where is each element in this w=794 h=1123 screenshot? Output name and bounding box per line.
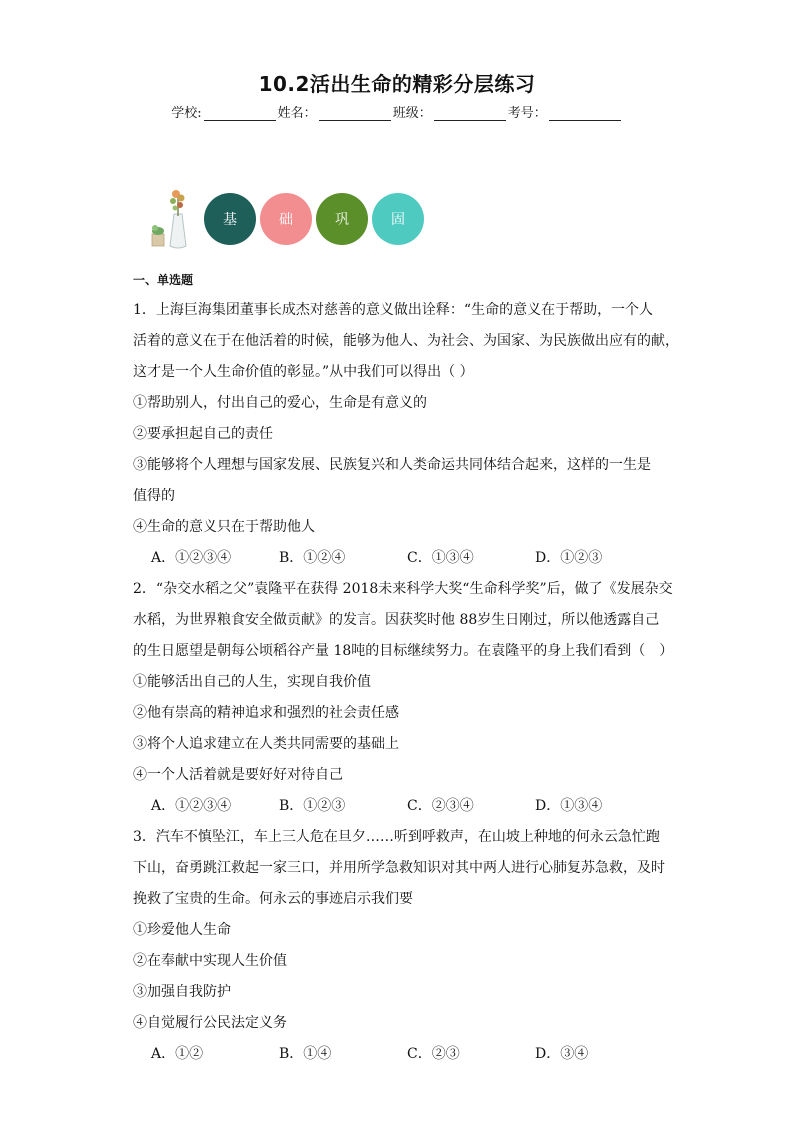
option-c[interactable]: C．②③④ (407, 798, 474, 814)
question-line: 下山，奋勇跳江救起一家三口，并用所学急救知识对其中两人进行心肺复苏急救，及时 (133, 860, 665, 876)
question-line: 水稻，为世界粮食安全做贡献》的发言。因获奖时他 88岁生日刚过，所以他透露自己 (133, 612, 660, 628)
statement-line: ②在奉献中实现人生价值 (133, 953, 287, 969)
answer-options (133, 1039, 663, 1070)
statement-line: ②要承担起自己的责任 (133, 426, 273, 442)
class-label: 班级： (392, 106, 432, 121)
class-blank (434, 106, 506, 121)
statement-line: ④生命的意义只在于帮助他人 (133, 519, 315, 535)
page-title: 10.2活出生命的精彩分层练习 (258, 72, 536, 96)
statement-line: 值得的 (133, 488, 175, 504)
answer-options (133, 791, 663, 822)
question-3 (133, 822, 663, 1070)
exam-number-label: 考号： (507, 106, 547, 121)
question-line: 活着的意义在于在他活着的时候，能够为他人、为社会、为国家、为民族做出应有的献， (133, 333, 679, 349)
statement-line: ④一个人活着就是要好好对待自己 (133, 767, 343, 783)
statement-line: ③将个人追求建立在人类共同需要的基础上 (133, 736, 399, 752)
question-2 (133, 574, 674, 822)
question-line: 的生日愿望是朝每公顷稻谷产量 18吨的目标继续努力。在袁隆平的身上我们看到（ ） (133, 643, 674, 659)
question-line: 3．汽车不慎坠江，车上三人危在旦夕……听到呼救声，在山坡上种地的何永云急忙跑 (133, 829, 660, 845)
statement-line: ①能够活出自己的人生，实现自我价值 (133, 674, 371, 690)
name-blank (319, 106, 391, 121)
option-d[interactable]: D．①②③ (535, 550, 603, 566)
option-d[interactable]: D．①③④ (535, 798, 603, 814)
option-b[interactable]: B．①④ (279, 1046, 332, 1062)
answer-options (133, 543, 663, 574)
question-1 (133, 295, 679, 574)
option-a[interactable]: A．①②③④ (151, 798, 232, 814)
question-line: 2．“杂交水稻之父”袁隆平在获得 2018未来科学大奖“生命科学奖”后，做了《发展杂交 (133, 581, 673, 597)
school-label: 学校: (171, 106, 202, 121)
option-b[interactable]: B．①②④ (279, 550, 346, 566)
questions-container (133, 295, 679, 1070)
option-b[interactable]: B．①②③ (279, 798, 346, 814)
class-field (393, 102, 508, 121)
banner-circle-ji: 基 (204, 193, 256, 245)
option-a[interactable]: A．①②③④ (151, 550, 232, 566)
statement-line: ①帮助别人，付出自己的爱心，生命是有意义的 (133, 395, 427, 411)
banner-circle-gu: 固 (372, 193, 424, 245)
option-a[interactable]: A．①② (151, 1046, 204, 1062)
banner-circle-chu: 础 (260, 193, 312, 245)
statement-line: ③能够将个人理想与国家发展、民族复兴和人类命运共同体结合起来，这样的一生是 (133, 457, 651, 473)
statement-line: ②他有崇高的精神追求和强烈的社会责任感 (133, 705, 399, 721)
potted-plant-icon (148, 186, 198, 252)
section-heading: 一、单选题 (133, 273, 194, 287)
school-field (171, 102, 277, 121)
question-line: 挽救了宝贵的生命。何永云的事迹启示我们要 (133, 891, 413, 907)
statement-line: ①珍爱他人生命 (133, 922, 231, 938)
statement-line: ③加强自我防护 (133, 984, 231, 1000)
section-banner (148, 186, 428, 252)
exam-number-blank (549, 106, 621, 121)
school-blank (204, 106, 276, 121)
option-c[interactable]: C．②③ (407, 1046, 460, 1062)
name-label: 姓名： (277, 106, 317, 121)
statement-line: ④自觉履行公民法定义务 (133, 1015, 287, 1031)
option-d[interactable]: D．③④ (535, 1046, 589, 1062)
name-field (278, 102, 393, 121)
question-line: 1．上海巨海集团董事长成杰对慈善的意义做出诠释：“生命的意义在于帮助，一个人 (133, 302, 654, 318)
exam-number-field (508, 102, 623, 121)
banner-circle-gong: 巩 (316, 193, 368, 245)
question-line: 这才是一个人生命价值的彰显。”从中我们可以得出（ ） (133, 364, 474, 380)
option-c[interactable]: C．①③④ (407, 550, 474, 566)
student-info-line (0, 102, 794, 121)
